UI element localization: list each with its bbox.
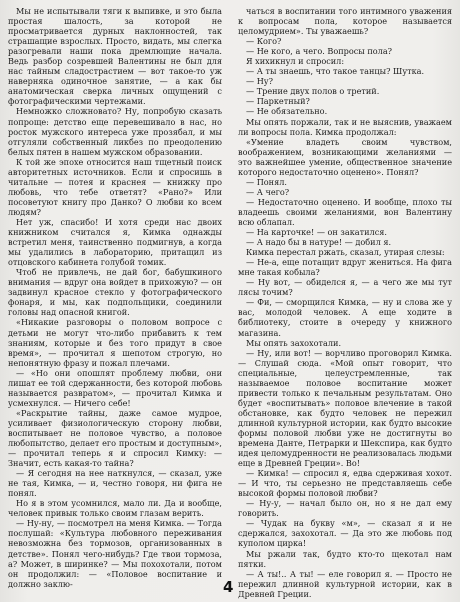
paragraph: чаться в воспитании того интимного уважения к вопросам пола, которое называется целомудрием». Ты уважаешь? [238,6,452,37]
paragraph: — А ты!.. А ты! — еле говорил я. — Просто не пережил длинной культурной истории, как в Древней Греции. [238,568,452,599]
paragraph: — Ну-ну, — посмотрел на меня Кимка. — Тогда послушай: «Культура любовного переживания невозможна без тормозов, организованных в детстве». Понял чего-нибудь? Где твои тормоза, а? Может, в ширинке? — Мы похохотали, потом он продолжил: — «Половое воспитание и должно заклю- [8,518,222,589]
paragraph: К той же эпохе относится наш тщетный поиск авторитетных источников. Если и спросишь в читальне — потея и краснея — книжку про любовь, что тебе ответят? «Рано?» Или посоветуют книгу про Данко? О любви ко всем людям? [8,156,222,217]
paragraph: — Не-а, еще потащит вдруг жениться. На фига мне такая кобыла? [238,257,452,278]
paragraph: — Фи, — сморщился Кимка, — ну и слова же у вас, молодой человек. А еще ходите в библиотеку, стоите в очереду у книжного магазина. [238,297,452,338]
paragraph: — Я сегодня на нее наткнулся, — сказал, уже не тая, Кимка, — и, честно говоря, ни фига не понял. [8,468,222,499]
paragraph: — На карточке! — он закатился. [246,227,387,238]
paragraph: Кимка перестал ржать, сказал, утирая слезы: [246,247,445,258]
paragraph: — А надо бы в натуре! — добил я. [246,237,392,248]
paragraph: Немножко сложновато? Ну, попробую сказать попроще: детство еще перевешивало в нас, но росток мужского интереса уже прозябал, и мы отгуляли собственный ликбез по преодолению белых пятен в нашем мужском образовании. [8,106,222,157]
paragraph: — Паркетный? [246,96,310,107]
paragraph: — Чудак на букву «м», — сказал я и не сдержался, захохотал. — Да это же любовь под куполом цирка! [238,518,452,549]
paragraph: Мы не испытывали тяги к выпивке, и это была простая шалость, за которой не просматривается дурных наклонностей, так страшащие взрослых. Просто, видать, мы слегка разогревали наши пока дремлющие начала. Ведь разбор созревшей Валентины не был для нас тайным сладострастием — вот такое-то уж наверняка одиночное занятие, — а как бы анатомическая сверка личных ощущений с фотографическими чертежами. [8,6,222,107]
paragraph: — Ну-у, — начал было он, но я не дал ему говорить. [238,498,452,519]
paragraph: — Ну, или вот! — ворчливо проговорил Кимка. — Слушай сюда. «Мой опыт говорит, что специальные, целеустремленные, так называемое половое воспитание может привести только к печальным результатам. Оно будет «воспитывать» половое влечение в такой обстановке, как будто человек не пережил длинной культурной истории, как будто высокие формы половой любви уже не достигнуты во времена Данте, Петрарки и Шекспира, как будто идея целомудренности не реализовалась людьми еще в Древней Греции». Во! [238,347,452,469]
paragraph: «Умение владеть своим чувством, воображением, возникающими желаниями — это важнейшее умение, общественное значение которого недостаточно оценено». Понял? [238,136,452,177]
paragraph: Нет уж, спасибо! И хотя среди нас двоих книжником считался я, Кимка однажды встретил меня, таинственно подмигнув, а когда мы удалились в лабораторию, притащил из отцовского кабинета голубой томик. [8,216,222,268]
paragraph: — Кого? [246,36,282,47]
paragraph: — Трение двух полов о третий. [246,86,380,97]
paragraph: — Кимка! — спросил я, едва сдерживая хохот. — И что, ты серьезно не представляешь себе высокой формы половой любви? [238,468,452,499]
right-text-column [238,6,452,599]
paragraph: — «Но они опошлят проблему любви, они лишат ее той сдержанности, без которой любовь называется развратом», — прочитал Кимка и усмехнулся. — Ничего себе! [8,367,222,408]
paragraph: «Раскрытие тайны, даже самое мудрое, усиливает физиологическую сторону любви, воспитывает не половое чувство, а половое любопытство, делает его простым и доступным», — прочитал теперь я и спросил Кимку: — Значит, есть какая-то тайна? [8,407,222,469]
paragraph: — Не обязательно. [246,106,328,117]
paragraph: — А чего? [246,186,290,197]
paragraph: «Никакие разговоры о половом вопросе с детьми не могут что-либо прибавить к тем знаниям, которые и без того придут в свое время», — прочитал я шепотом строгую, но непонятную фразу и пожал плечами. [8,317,222,368]
page-number: 4 [223,578,234,596]
left-text-column [8,6,222,589]
paragraph: — Ну? [246,76,273,87]
paragraph: Мы опять захохотали. [246,337,342,348]
paragraph: Чтоб не привлечь, не дай бог, бабушкиного внимания — вдруг она войдет в прихожую? — он задвинул красное стекло у фотографического фонаря, и мы, как подпольщики, соединили головы над опасной книгой. [8,267,222,318]
paragraph: — А ты знаешь, что такое танцы? Шутка. [246,66,425,77]
paragraph: Но я в этом усомнился, мало ли. Да и вообще, человек привык только своим глазам верить. [8,498,222,519]
paragraph: — Не кого, а чего. Вопросы пола? [246,46,393,57]
paragraph: — Понял. [246,176,287,187]
paragraph: Мы ржали так, будто кто-то щекотал нам пятки. [238,548,452,569]
paragraph: Мы опять поржали, так и не выяснив, уважаем ли вопросы пола. Кимка продолжал: [238,116,452,137]
paragraph: — Недостаточно оценено. И вообще, плохо ты владеешь своими желаниями, вон Валентину всю облапал. [238,196,452,227]
paragraph: — Ну вот, — обиделся я, — а чего же мы тут лясы точим? [238,277,452,298]
paragraph: Я хихикнул и спросил: [246,56,345,67]
